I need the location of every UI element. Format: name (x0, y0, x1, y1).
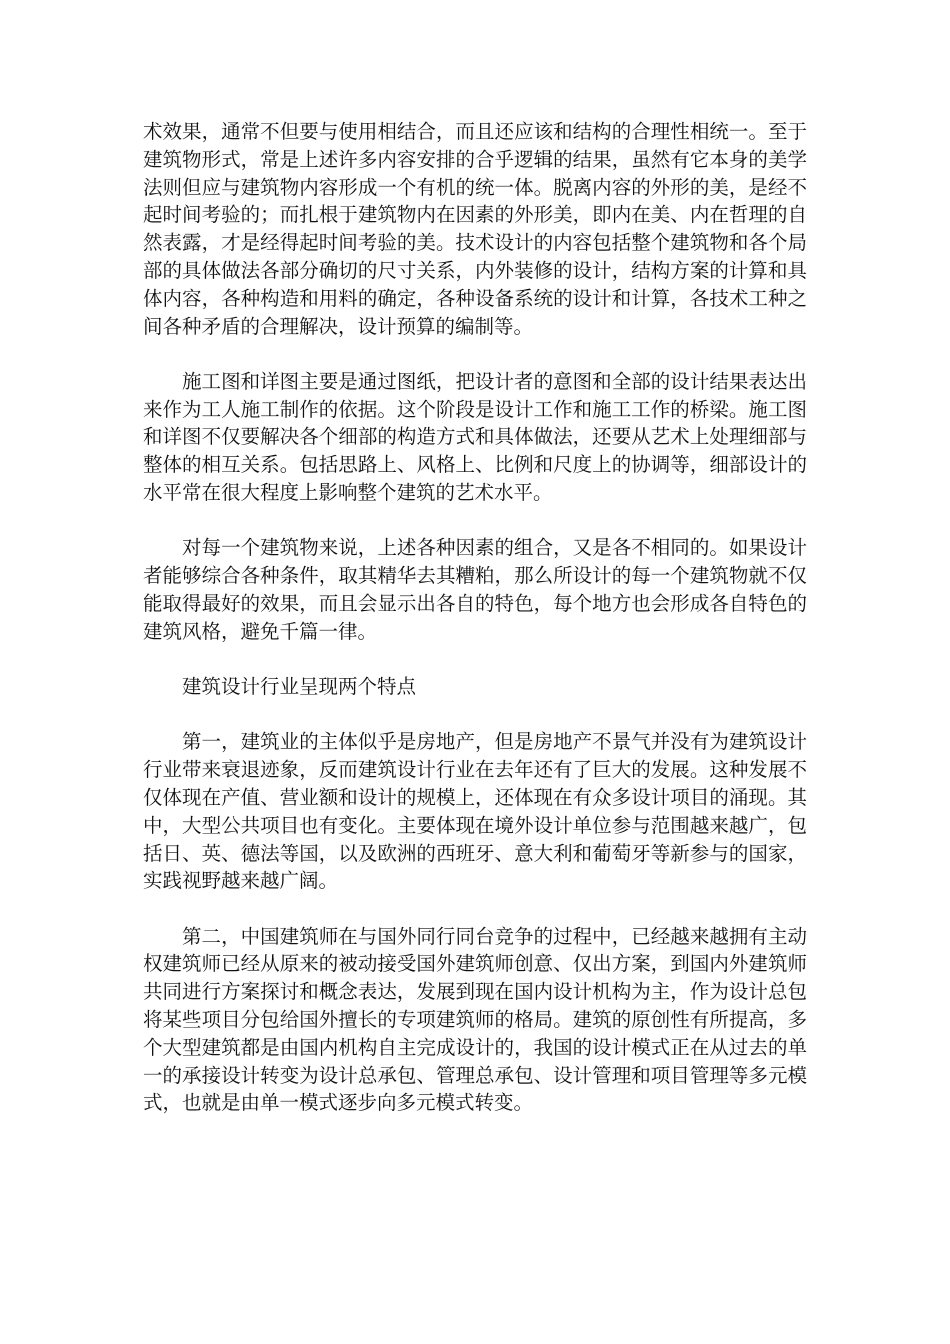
paragraph-first-feature: 第一，建筑业的主体似乎是房地产，但是房地产不景气并没有为建筑设计行业带来衰退迹象，反而建筑设计行业在去年还有了巨大的发展。这种发展不仅体现在产值、营业额和设计的规模上，还体现在有众多设计项目的涌现。其中，大型公共项目也有变化。主要体现在境外设计单位参与范围越来越广，包括日、英、德法等国，以及欧洲的西班牙、意大利和葡萄牙等新参与的国家，实践视野越来越广阔。 (143, 730, 807, 893)
paragraph-combination-factors: 对每一个建筑物来说，上述各种因素的组合，又是各不相同的。如果设计者能够综合各种条件，取其精华去其糟粕，那么所设计的每一个建筑物就不仅能取得最好的效果，而且会显示出各自的特色，每个地方也会形成各自特色的建筑风格，避免千篇一律。 (143, 536, 807, 643)
paragraph-technical-design: 术效果，通常不但要与使用相结合，而且还应该和结构的合理性相统一。至于建筑物形式，常是上述许多内容安排的合乎逻辑的结果，虽然有它本身的美学法则但应与建筑物内容形成一个有机的统一体。脱离内容的外形的美，是经不起时间考验的；而扎根于建筑物内在因素的外形美，即内在美、内在哲理的自然表露，才是经得起时间考验的美。技术设计的内容包括整个建筑物和各个局部的具体做法各部分确切的尺寸关系，内外装修的设计，结构方案的计算和具体内容，各种构造和用料的确定，各种设备系统的设计和计算，各技术工种之间各种矛盾的合理解决，设计预算的编制等。 (143, 120, 807, 338)
document-body (143, 118, 807, 1145)
section-heading: 建筑设计行业呈现两个特点 (182, 675, 417, 699)
paragraph-construction-drawings: 施工图和详图主要是通过图纸，把设计者的意图和全部的设计结果表达出来作为工人施工制作的依据。这个阶段是设计工作和施工工作的桥梁。施工图和详图不仅要解决各个细部的构造方式和具体做法，还要从艺术上处理细部与整体的相互关系。包括思路上、风格上、比例和尺度上的协调等，细部设计的水平常在很大程度上影响整个建筑的艺术水平。 (143, 369, 807, 505)
paragraph-second-feature: 第二，中国建筑师在与国外同行同台竞争的过程中，已经越来越拥有主动权建筑师已经从原来的被动接受国外建筑师创意、仅出方案，到国内外建筑师共同进行方案探讨和概念表达，发展到现在国内设计机构为主，作为设计总包将某些项目分包给国外擅长的专项建筑师的格局。建筑的原创性有所提高，多个大型建筑都是由国内机构自主完成设计的，我国的设计模式正在从过去的单一的承接设计转变为设计总承包、管理总承包、设计管理和项目管理等多元模式，也就是由单一模式逐步向多元模式转变。 (143, 924, 807, 1115)
